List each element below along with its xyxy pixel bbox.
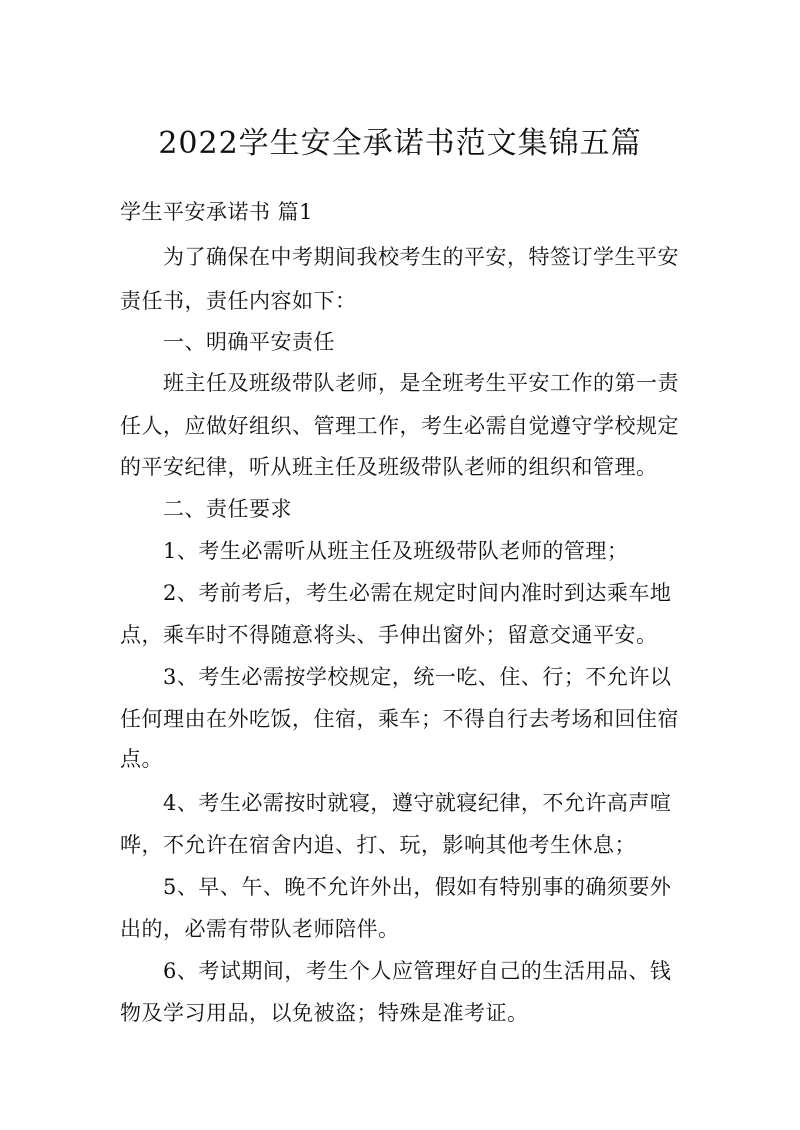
paragraph-line: 5、早、午、晚不允许外出，假如有特别事的确须要外 <box>120 875 672 899</box>
paragraph-line: 点。 <box>120 747 163 771</box>
paragraph-line: 4、考生必需按时就寝，遵守就寝纪律，不允许高声喧 <box>120 791 672 815</box>
paragraph-line: 点，乘车时不得随意将头、手伸出窗外；留意交通平安。 <box>120 623 658 647</box>
paragraph-line: 2、考前考后，考生必需在规定时间内准时到达乘车地 <box>120 581 672 605</box>
paragraph-line: 哗，不允许在宿舍内追、打、玩，影响其他考生休息； <box>120 833 636 857</box>
paragraph-line: 物及学习用品，以免被盗；特殊是准考证。 <box>120 1001 529 1025</box>
section-heading: 学生平安承诺书 篇1 <box>120 200 314 224</box>
paragraph-line: 为了确保在中考期间我校考生的平安，特签订学生平安 <box>120 245 679 269</box>
paragraph-line: 6、考试期间，考生个人应管理好自己的生活用品、钱 <box>120 959 672 983</box>
paragraph-line: 一、明确平安责任 <box>120 330 335 354</box>
paragraph-line: 的平安纪律，听从班主任及班级带队老师的组织和管理。 <box>120 455 658 479</box>
paragraph-line: 任人，应做好组织、管理工作，考生必需自觉遵守学校规定 <box>120 414 679 438</box>
paragraph-line: 1、考生必需听从班主任及班级带队老师的管理； <box>120 539 629 563</box>
document-title: 2022学生安全承诺书范文集锦五篇 <box>158 126 642 161</box>
paragraph-line: 班主任及班级带队老师，是全班考生平安工作的第一责 <box>120 371 679 395</box>
paragraph-line: 3、考生必需按学校规定，统一吃、住、行；不允许以 <box>120 665 672 689</box>
paragraph-line: 任何理由在外吃饭，住宿，乘车；不得自行去考场和回住宿 <box>120 707 679 731</box>
paragraph-line: 出的，必需有带队老师陪伴。 <box>120 917 400 941</box>
paragraph-line: 二、责任要求 <box>120 497 292 521</box>
paragraph-line: 责任书，责任内容如下： <box>120 289 357 313</box>
